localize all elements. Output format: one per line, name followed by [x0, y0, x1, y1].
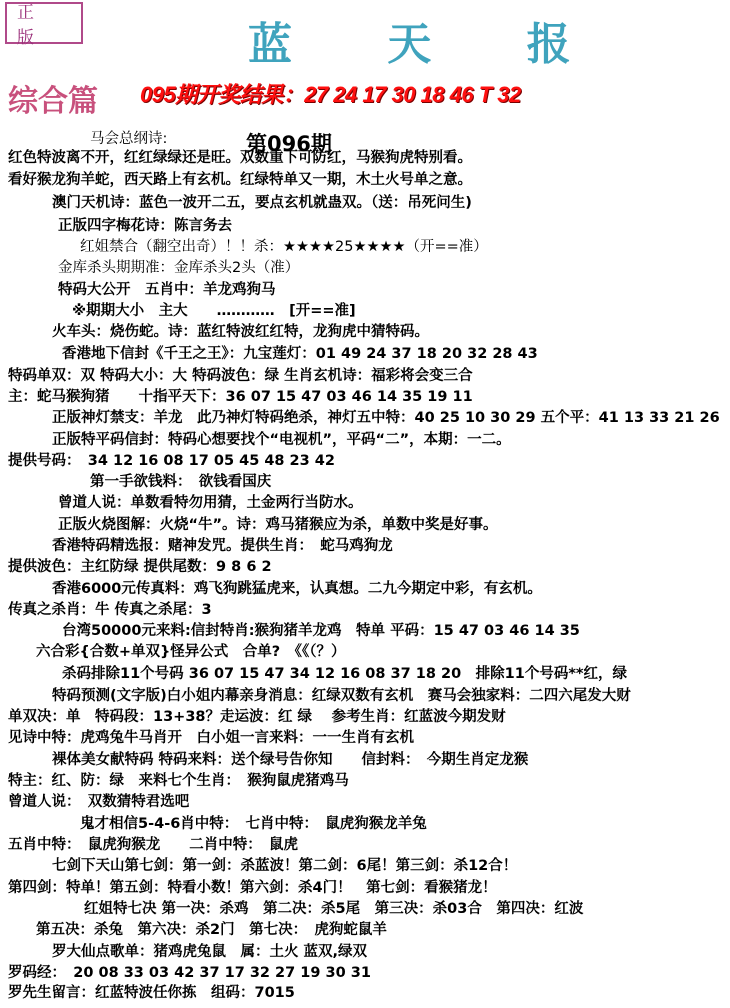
content-line: 杀码排除11个号码 36 07 15 47 34 12 16 08 37 18 20 排除11个号码**红，绿 — [62, 666, 628, 682]
content-line: 正版神灯禁支：羊龙 此乃神灯特码绝杀，神灯五中特：40 25 10 30 29 五个平：41 13 33 21 26 — [52, 410, 720, 426]
content-line: ※期期大小 主大 ………… [开==准] — [72, 303, 356, 319]
content-line: 红姐特七决 第一决：杀鸡 第二决：杀5尾 第三决：杀03合 第四决：红波 — [84, 901, 584, 917]
content-line: 第一手欲钱料： 欲钱看国庆 — [90, 474, 272, 490]
content-line: 六合彩{合数+单双}怪异公式 合单? 《《（？） — [36, 644, 346, 660]
content-line: 马会总纲诗: — [90, 131, 168, 147]
draw-result: 095期开奖结果：27 24 17 30 18 46 T 32 — [140, 82, 521, 107]
genuine-stamp: 正 版 — [5, 2, 83, 44]
newspaper-title: 蓝 天 报 — [248, 19, 611, 70]
content-line: 第四剑：特单！第五剑：特看小数！第六剑：杀4门！ 第七剑：看猴猪龙！ — [8, 880, 497, 896]
content-line: 特码单双：双 特码大小：大 特码波色：绿 生肖玄机诗：福彩将会变三合 — [8, 368, 473, 384]
content-line: 特码预测(文字版)白小姐内幕亲身消息：红绿双数有玄机 赛马会独家料：二四六尾发大财 — [52, 688, 631, 704]
content-line: 看好猴龙狗羊蛇，西天路上有玄机。红绿特单又一期，木土火号单之意。 — [8, 172, 472, 188]
content-line: 金库杀头期期准：金库杀头2头（准） — [58, 260, 300, 276]
content-line: 澳门天机诗：蓝色一波开二五，要点玄机就蛊双。（送：吊死问生) — [52, 195, 472, 211]
content-line: 正版特平码信封：特码心想要找个“电视机”，平码“二”，本期：一二。 — [52, 432, 511, 448]
content-line: 鬼才相信5-4-6肖中特： 七肖中特： 鼠虎狗猴龙羊兔 — [80, 816, 427, 832]
content-line: 台湾50000元来料:信封特肖:猴狗猪羊龙鸡 特单 平码：15 47 03 46 14 35 — [62, 623, 580, 639]
content-line: 罗先生留言：红蓝特波任你拣 组码：7015 — [8, 985, 295, 1001]
content-line: 正版四字梅花诗：陈言务去 — [58, 218, 232, 234]
content-line: 火车头：烧伤蛇。诗：蓝红特波红红特，龙狗虎中猜特码。 — [52, 324, 429, 340]
content-line: 单双决：单 特码段：13+38？走运波：红 绿 参考生肖：红蓝波今期发财 — [8, 709, 506, 725]
content-line: 第五决：杀兔 第六决：杀2门 第七决： 虎狗蛇鼠羊 — [36, 922, 387, 938]
content-line: 裸体美女献特码 特码来料：送个绿号告你知 信封料： 今期生肖定龙猴 — [52, 752, 529, 768]
content-line: 红姐禁合（翻空出奇）！！杀：★★★★25★★★★（开==准） — [80, 239, 488, 255]
content-line: 曾道人说：单数看特勿用猜，土金两行当防水。 — [58, 495, 363, 511]
content-line: 特主：红、防：绿 来料七个生肖： 猴狗鼠虎猪鸡马 — [8, 773, 349, 789]
content-line: 特码大公开 五肖中：羊龙鸡狗马 — [58, 282, 276, 298]
content-line: 香港6000元传真料：鸡飞狗跳猛虎来，认真想。二九今期定中彩，有玄机。 — [52, 581, 542, 597]
content-line: 提供号码： 34 12 16 08 17 05 45 48 23 42 — [8, 453, 335, 469]
content-line: 香港地下信封《千王之王》：九宝莲灯：01 49 24 37 18 20 32 28 43 — [62, 346, 538, 362]
content-line: 香港特码精选报：赌神发咒。提供生肖： 蛇马鸡狗龙 — [52, 538, 393, 554]
content-line: 曾道人说： 双数猜特君选吧 — [8, 794, 190, 810]
section-title: 综合篇 — [8, 84, 98, 119]
issue-number: 第096期 — [246, 132, 332, 156]
content-line: 五肖中特： 鼠虎狗猴龙 二肖中特： 鼠虎 — [8, 837, 298, 853]
content-line: 七剑下天山第七剑：第一剑：杀蓝波！第二剑：6尾！第三剑：杀12合！ — [52, 858, 518, 874]
content-line: 罗码经： 20 08 33 03 42 37 17 32 27 19 30 31 — [8, 965, 371, 981]
content-line: 主：蛇马猴狗猪 十指平天下：36 07 15 47 03 46 14 35 19 11 — [8, 389, 473, 405]
content-line: 正版火烧图解：火烧“牛”。诗：鸡马猪猴应为杀，单数中奖是好事。 — [58, 517, 498, 533]
content-line: 红色特波离不开，红红绿绿还是旺。双数重下可防红，马猴狗虎特别看。 — [8, 150, 472, 166]
content-line: 见诗中特：虎鸡兔牛马肖开 白小姐一言来料：一一生肖有玄机 — [8, 730, 414, 746]
content-line: 传真之杀肖：牛 传真之杀尾：3 — [8, 602, 212, 618]
content-line: 罗大仙点歌单：猪鸡虎兔鼠 属：土火 蓝双,绿双 — [52, 944, 368, 960]
content-line: 提供波色：主红防绿 提供尾数：9 8 6 2 — [8, 559, 272, 575]
